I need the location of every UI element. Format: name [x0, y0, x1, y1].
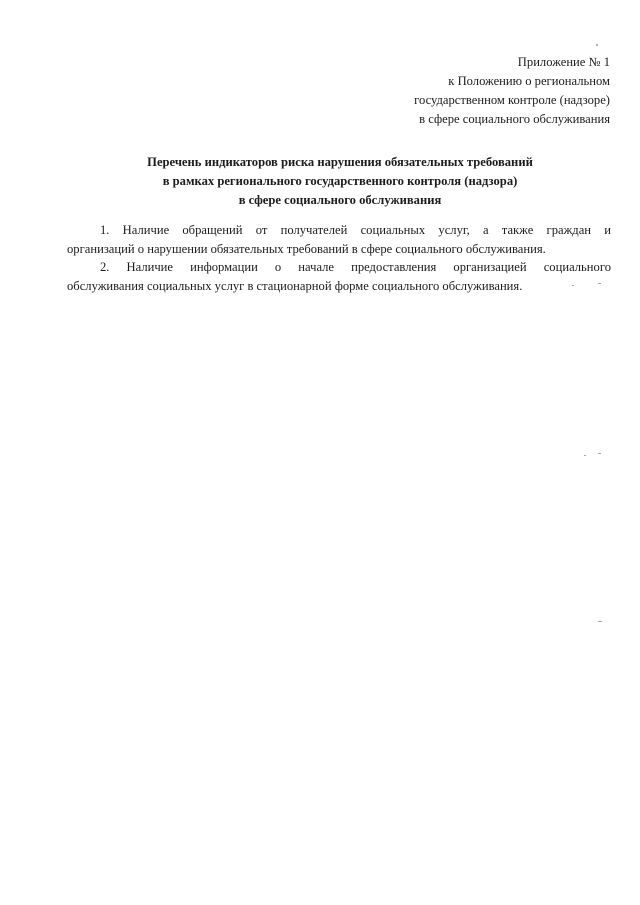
appendix-header: [310, 53, 610, 129]
title-line: в рамках регионального государственного контроля (надзора): [162, 174, 518, 188]
title-line: Перечень индикаторов риска нарушения обязательных требований: [147, 155, 533, 169]
appendix-number: Приложение № 1: [517, 55, 610, 69]
list-item-text: 2. Наличие информации о начале предоставления организацией социального: [100, 260, 611, 274]
list-item-text: обслуживания социальных услуг в стационарной форме социального обслуживания.: [67, 278, 523, 293]
list-item-text: 1. Наличие обращений от получателей социальных услуг, а также граждан и: [100, 223, 611, 237]
scan-speck: [598, 283, 601, 284]
scan-speck: [598, 621, 602, 622]
appendix-reference-line: в сфере социального обслуживания: [419, 112, 610, 126]
indicator-list: [67, 221, 611, 295]
appendix-reference-line: к Положению о региональном: [448, 74, 610, 88]
scan-speck: [584, 455, 586, 456]
list-item: [67, 221, 611, 258]
title-line: в сфере социального обслуживания: [238, 193, 442, 207]
document-title: [60, 153, 620, 210]
scan-speck: [572, 285, 574, 286]
appendix-reference-line: государственном контроле (надзоре): [414, 93, 610, 107]
scan-speck: [598, 453, 601, 454]
list-item: [67, 258, 611, 295]
scan-speck: [596, 44, 598, 46]
list-item-text: организаций о нарушении обязательных требований в сфере социального обслуживания.: [67, 241, 546, 256]
